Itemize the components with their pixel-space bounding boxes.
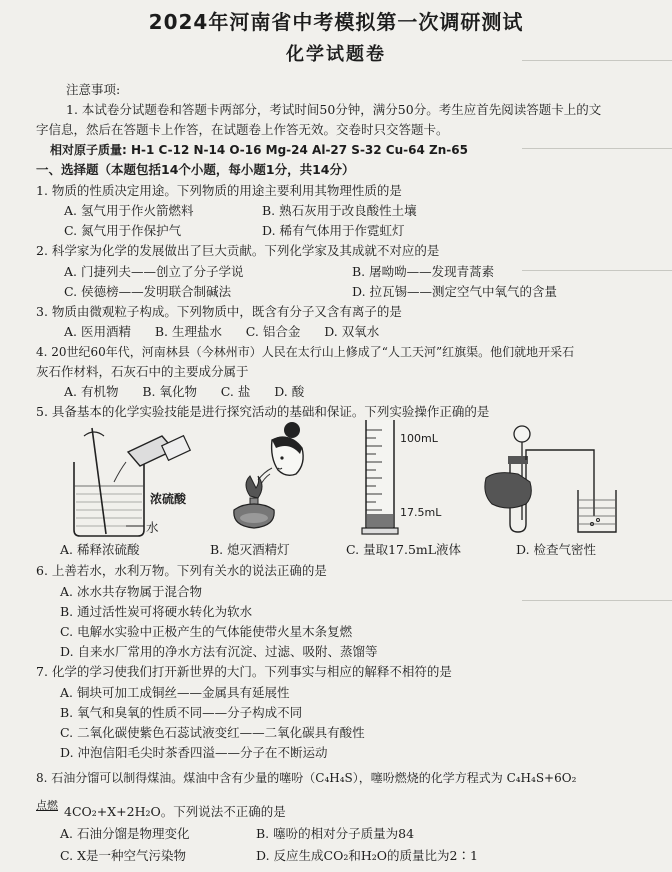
q8-ignite-condition: 点燃 [36,799,58,812]
q6-option-b: B. 通过活性炭可将硬水转化为软水 [60,604,253,619]
q7-option-b: B. 氧气和臭氧的性质不同——分子构成不同 [60,705,303,720]
figure-alcohol-lamp [220,418,320,536]
q5-option-a: A. 稀释浓硫酸 [60,542,140,557]
q2-option-b: B. 屠呦呦——发现青蒿素 [352,264,495,279]
q5-option-b: B. 熄灭酒精灯 [210,542,290,557]
label-concentrated-acid: 浓硫酸 [150,492,187,506]
q1-stem: 1. 物质的性质决定用途。下列物质的用途主要利用其物理性质的是 [36,183,402,198]
notice-heading: 注意事项: [66,82,121,97]
q6-stem: 6. 上善若水，水利万物。下列有关水的说法正确的是 [36,563,327,578]
figure-air-tightness [478,420,628,540]
q4-options: A. 有机物 B. 氧化物 C. 盐 D. 酸 [64,384,305,399]
notice-line-1a: 1. 本试卷分试题卷和答题卡两部分，考试时间50分钟，满分50分。考生应首先阅读答题卡上的文 [66,102,602,117]
figure-dilute-acid [66,422,206,540]
q8-stem: 8. 石油分馏可以制得煤油。煤油中含有少量的噻吩（C₄H₄S），噻吩燃烧的化学方程式为 C₄H₄S+6O₂ [36,771,577,785]
section-heading: 一、选择题（本题包括14个小题，每小题1分，共14分） [36,162,355,177]
q1-option-d: D. 稀有气体用于作霓虹灯 [262,223,405,238]
figure-measuring-cylinder [360,416,400,538]
bleed-through-line [522,600,672,601]
q6-option-c: C. 电解水实验中正极产生的气体能使带火星木条复燃 [60,624,353,639]
q3-stem: 3. 物质由微观粒子构成。下列物质中，既含有分子又含有离子的是 [36,304,402,319]
label-water: 水 [146,520,159,535]
q1-option-a: A. 氢气用于作火箭燃料 [64,203,194,218]
q5-stem: 5. 具备基本的化学实验技能是进行探究活动的基础和保证。下列实验操作正确的是 [36,404,490,419]
label-17-5ml: 17.5mL [400,506,442,519]
q7-option-a: A. 铜块可加工成铜丝——金属具有延展性 [60,685,290,700]
q4-stem-b: 灰石作材料，石灰石中的主要成分属于 [36,364,249,379]
q8-option-c: C. X是一种空气污染物 [60,848,186,863]
atomic-mass-line: 相对原子质量: H-1 C-12 N-14 O-16 Mg-24 Al-27 S-32 Cu-64 Zn-65 [50,143,468,157]
q7-option-c: C. 二氧化碳使紫色石蕊试液变红——二氧化碳具有酸性 [60,725,365,740]
q8-option-d: D. 反应生成CO₂和H₂O的质量比为2∶1 [256,848,478,863]
q5-option-c: C. 量取17.5mL液体 [346,542,462,557]
q1-option-b: B. 熟石灰用于改良酸性土壤 [262,203,417,218]
bleed-through-line [522,148,672,149]
q2-option-d: D. 拉瓦锡——测定空气中氧气的含量 [352,284,558,299]
q8-option-b: B. 噻吩的相对分子质量为84 [256,826,415,841]
q6-option-d: D. 自来水厂常用的净水方法有沉淀、过滤、吸附、蒸馏等 [60,644,378,659]
q8-equation-tail: 4CO₂+X+2H₂O。下列说法不正确的是 [64,804,286,819]
q5-option-d: D. 检查气密性 [516,542,597,557]
notice-line-1b: 字信息，然后在答题卡上作答，在试题卷上作答无效。交卷时只交答题卡。 [36,122,449,137]
q2-stem: 2. 科学家为化学的发展做出了巨大贡献。下列化学家及其成就不对应的是 [36,243,440,258]
q6-option-a: A. 冰水共存物属于混合物 [60,584,202,599]
bleed-through-line [522,270,672,271]
q2-option-c: C. 侯德榜——发明联合制碱法 [64,284,232,299]
q2-option-a: A. 门捷列夫——创立了分子学说 [64,264,244,279]
q8-option-a: A. 石油分馏是物理变化 [60,826,190,841]
q7-option-d: D. 冲泡信阳毛尖时茶香四溢——分子在不断运动 [60,745,328,760]
exam-subtitle: 化学试题卷 [286,44,386,65]
q1-option-c: C. 氮气用于作保护气 [64,223,182,238]
q3-options: A. 医用酒精 B. 生理盐水 C. 铝合金 D. 双氧水 [64,324,380,339]
exam-title: 2024年河南省中考模拟第一次调研测试 [148,10,524,34]
q4-stem-a: 4. 20世纪60年代，河南林县（今林州市）人民在太行山上修成了“人工天河”红旗渠。他们就地开采石 [36,345,575,359]
q7-stem: 7. 化学的学习使我们打开新世界的大门。下列事实与相应的解释不相符的是 [36,664,452,679]
label-100ml: 100mL [400,432,438,445]
